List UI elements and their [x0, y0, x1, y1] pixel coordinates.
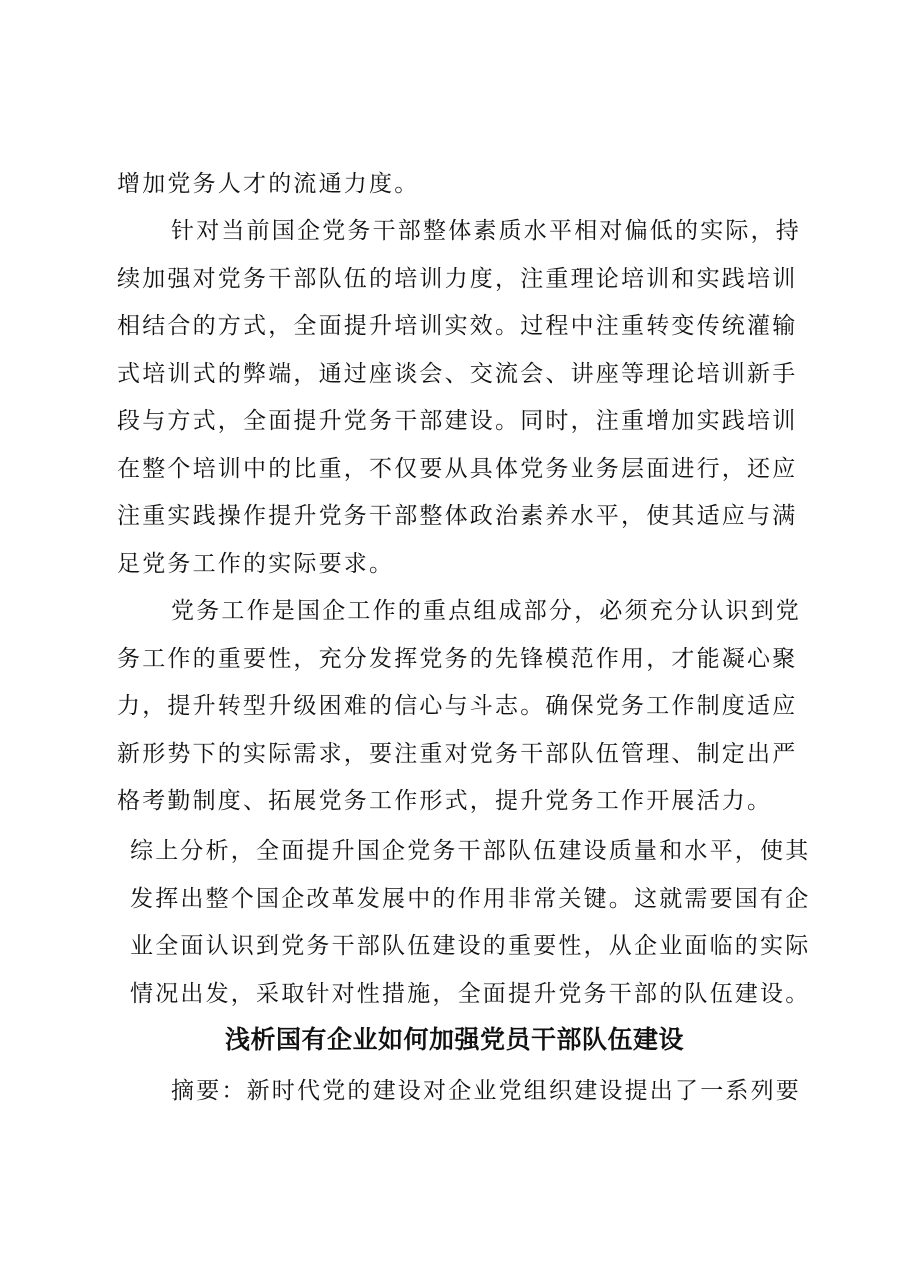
body-text-line: 务工作的重要性，充分发挥党务的先锋模范作用，才能凝心聚 — [117, 646, 798, 672]
body-text-line: 式培训式的弊端，通过座谈会、交流会、讲座等理论培训新手 — [117, 361, 798, 387]
article-title: 浅析国有企业如何加强党员干部队伍建设 — [224, 1025, 684, 1054]
body-text-line: 段与方式，全面提升党务干部建设。同时，注重增加实践培训 — [117, 408, 798, 434]
body-text-line: 党务工作是国企工作的重点组成部分，必须充分认识到党 — [171, 598, 801, 624]
body-text-line: 增加党务人才的流通力度。 — [117, 171, 420, 197]
body-text-line: 续加强对党务干部队伍的培训力度，注重理论培训和实践培训 — [117, 266, 798, 292]
body-text-line: 相结合的方式，全面提升培训实效。过程中注重转变传统灌输 — [117, 313, 798, 339]
body-text-line: 格考勤制度、拓展党务工作形式，提升党务工作开展活力。 — [117, 788, 773, 814]
body-text-line: 综上分析，全面提升国企党务干部队伍建设质量和水平，使其 — [130, 838, 811, 864]
body-text-line: 情况出发，采取针对性措施，全面提升党务干部的队伍建设。 — [130, 981, 811, 1007]
body-text-line: 足党务工作的实际要求。 — [117, 551, 395, 577]
body-text-line: 业全面认识到党务干部队伍建设的重要性，从企业面临的实际 — [130, 933, 811, 959]
body-text-line: 力，提升转型升级困难的信心与斗志。确保党务工作制度适应 — [117, 693, 798, 719]
body-text-line: 针对当前国企党务干部整体素质水平相对偏低的实际，持 — [171, 218, 801, 244]
abstract-line: 摘要：新时代党的建设对企业党组织建设提出了一系列要 — [171, 1078, 801, 1104]
body-text-line: 发挥出整个国企改革发展中的作用非常关键。这就需要国有企 — [130, 886, 811, 912]
body-text-line: 在整个培训中的比重，不仅要从具体党务业务层面进行，还应 — [117, 456, 798, 482]
body-text-line: 注重实践操作提升党务干部整体政治素养水平，使其适应与满 — [117, 503, 798, 529]
body-text-line: 新形势下的实际需求，要注重对党务干部队伍管理、制定出严 — [117, 741, 798, 767]
